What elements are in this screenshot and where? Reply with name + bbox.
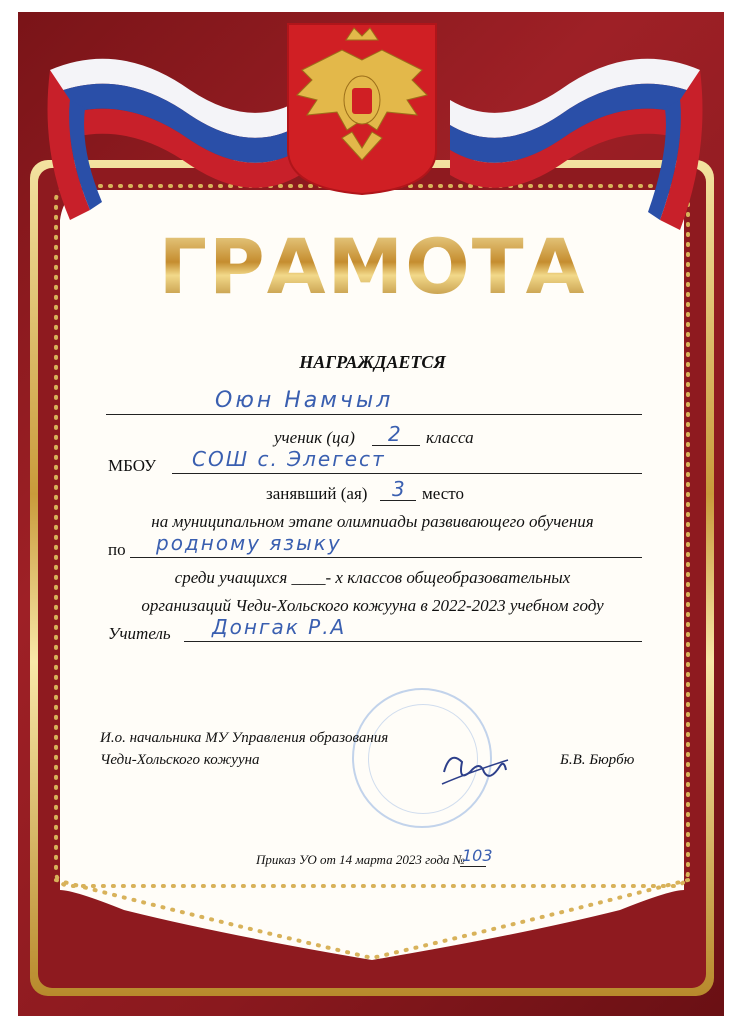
signature-scribble [440,742,510,792]
awarded-heading: НАГРАЖДАЕТСЯ [299,352,446,372]
certificate-title: ГРАМОТА [0,222,745,311]
grade-suffix: класса [426,428,474,447]
teacher-prefix: Учитель [108,624,171,643]
place-suffix: место [422,484,464,503]
order-underline [460,866,486,867]
signatory-name: Б.В. Бюрбю [560,752,635,768]
subject-prefix: по [108,540,126,559]
org-line: организаций Чеди-Хольского кожууна в 2022-2023 учебном году [141,596,604,615]
school-name: СОШ с. Элегест [192,447,386,471]
order-text: Приказ УО от 14 марта 2023 года № [256,852,466,867]
subject-value: родному языку [156,531,342,555]
school-prefix: МБОУ [108,456,157,475]
name-underline [106,414,642,415]
signatory-line-2: Чеди-Хольского кожууна [100,752,260,768]
russian-flag-ribbon-left [40,30,310,230]
signatory-line-1: И.о. начальника МУ Управления образования [100,730,389,746]
awardee-name: Оюн Намчыл [215,388,394,413]
teacher-underline [184,641,642,642]
stage-line: на муниципальном этапе олимпиады развивающего обучения [151,512,594,531]
russian-flag-ribbon-right [440,30,710,230]
grade-value: 2 [388,422,401,446]
order-number: 103 [462,846,493,865]
teacher-name: Донгак Р.А [212,615,347,639]
coat-of-arms-emblem [282,20,442,196]
student-label: ученик (ца) [274,428,355,447]
subject-underline [130,557,642,558]
among-line: среди учащихся ____- х классов общеобразовательных [174,568,571,587]
place-label: занявший (ая) [266,484,368,503]
place-value: 3 [392,477,405,501]
school-underline [172,473,642,474]
